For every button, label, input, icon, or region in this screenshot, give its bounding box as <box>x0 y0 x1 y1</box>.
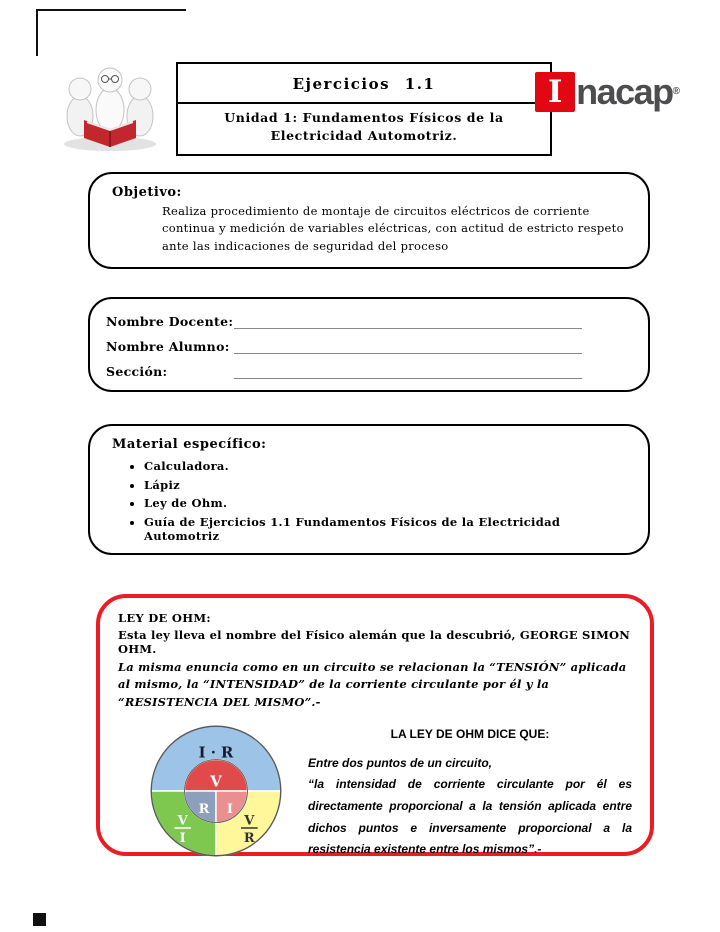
material-box <box>88 424 650 555</box>
title-box <box>176 62 552 156</box>
figures-reading-book-clipart <box>54 58 166 153</box>
wheel-label-r: R <box>198 801 210 817</box>
form-row-docente <box>106 314 624 339</box>
ohm-statement-text: La misma enuncia como en un circuito se relacionan la “TENSIÓN” aplicada al mismo, la “INTENSIDAD” de la corriente circulante por él y la “RESISTENCIA DEL MISMO”.- <box>118 660 627 709</box>
wheel-fraction-resistance-numerator: V <box>177 813 188 829</box>
form-row-seccion <box>106 364 624 389</box>
inacap-logo-text <box>576 72 680 112</box>
header <box>50 58 680 153</box>
student-info-box <box>88 297 650 392</box>
ohm-history-text: Esta ley lleva el nombre del Físico alemán que la descubrió, GEORGE SIMON OHM. <box>118 628 630 656</box>
inacap-logo <box>535 72 680 112</box>
field-label-alumno: Nombre Alumno: <box>106 339 230 354</box>
ohm-right-column <box>308 717 632 865</box>
form-row-alumno <box>106 339 624 364</box>
material-item: • Guía de Ejercicios 1.1 Fundamentos Físicos de la Electricidad Automotriz <box>144 515 626 543</box>
inacap-logo-mark-icon <box>535 72 575 112</box>
unit-subtitle: Unidad 1: Fundamentos Físicos de la Electricidad Automotriz. <box>178 102 550 154</box>
objetivo-text: Realiza procedimiento de montaje de circuitos eléctricos de corriente continua y medición de variables eléctricas, con actitud de estricto respeto ante las indicaciones de seguridad del proceso <box>162 204 624 253</box>
wheel-fraction-current-numerator: V <box>244 813 255 829</box>
wheel-fraction-resistance-denominator: I <box>179 830 186 846</box>
material-item: • Ley de Ohm. <box>144 496 626 510</box>
inacap-logo-mark-glyph: I <box>547 73 563 110</box>
field-label-seccion: Sección: <box>106 364 168 379</box>
material-item: • Calculadora. <box>144 459 626 473</box>
wheel-formula-voltage: I · R <box>198 744 234 762</box>
ohm-columns <box>118 717 632 865</box>
field-blank-line-docente: __________________________________________________________ <box>234 315 582 329</box>
ohm-title: LEY DE OHM: <box>118 611 211 625</box>
material-label: Material específico: <box>112 437 267 452</box>
objetivo-box <box>88 172 650 269</box>
page-border-mark-top-horizontal <box>36 9 186 11</box>
field-blank-line-seccion: __________________________________________________________ <box>234 365 582 379</box>
wheel-label-v: V <box>210 773 222 791</box>
registered-trademark-symbol: ® <box>672 86 680 97</box>
ohm-right-body: “la intensidad de corriente circulante por él es directamente proporcional a la tensión aplicada entre dichos puntos e inversamente proporcional a la resistencia existente entre los mismos”.- <box>308 777 632 857</box>
field-label-docente: Nombre Docente: <box>106 314 234 329</box>
ohm-law-wheel-diagram <box>142 717 290 865</box>
page-border-mark-top-vertical <box>36 9 38 56</box>
ohm-law-box <box>96 594 654 856</box>
ohm-right-title: LA LEY DE OHM DICE QUE: <box>390 726 550 741</box>
page-title: Ejercicios 1.1 <box>292 75 436 93</box>
wheel-label-i: I <box>226 801 233 817</box>
field-blank-line-alumno: __________________________________________________________ <box>234 340 582 354</box>
material-list <box>126 459 626 543</box>
inacap-logo-wordmark: nacap <box>576 71 673 112</box>
material-item: • Lápiz <box>144 478 626 492</box>
objetivo-label: Objetivo: <box>112 185 182 200</box>
wheel-fraction-current-denominator: R <box>243 830 255 846</box>
ohm-right-intro: Entre dos puntos de un circuito, <box>308 755 493 770</box>
ohm-right-text <box>308 753 632 861</box>
page-border-mark-bottom-square <box>33 913 46 926</box>
